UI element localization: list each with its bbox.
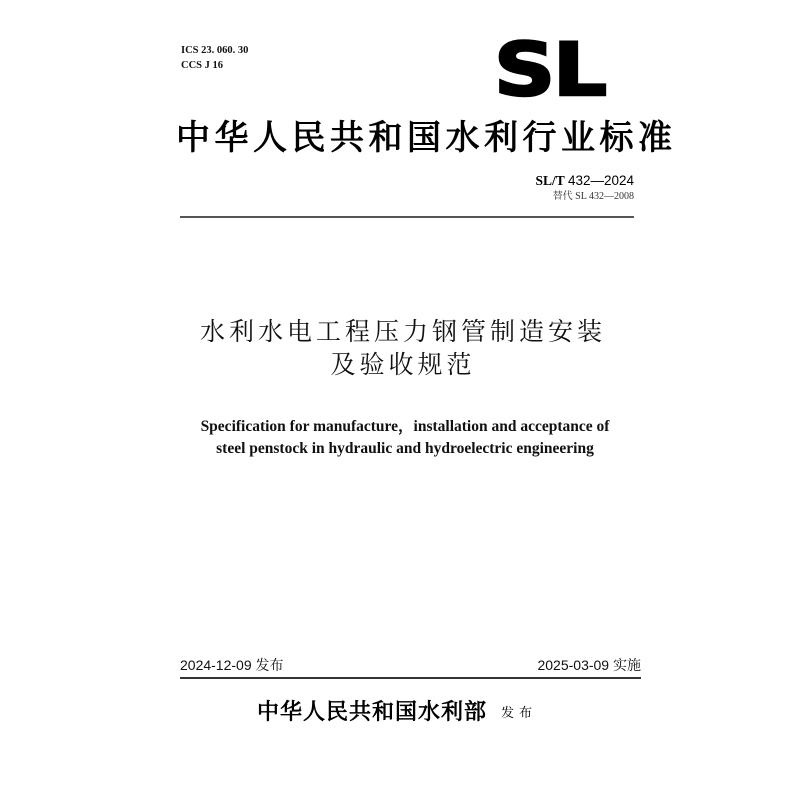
sl-standard-logo-icon: SL xyxy=(494,26,605,113)
issue-date: 2024-12-09 发布 xyxy=(180,657,284,673)
dates-row xyxy=(180,656,641,674)
standard-number-block xyxy=(536,172,634,204)
ics-code: ICS 23. 060. 30 xyxy=(181,45,249,56)
standard-code-prefix: SL/T xyxy=(535,173,568,188)
standard-code xyxy=(536,172,634,189)
chinese-title-line-2: 及验收规范 xyxy=(330,350,476,379)
issuing-body-title: 中华人民共和国水利行业标准 xyxy=(176,118,677,158)
publisher-organization: 中华人民共和国水利部 xyxy=(257,699,488,725)
english-title-line-1: Specification for manufacture，installation and acceptance of xyxy=(200,418,610,435)
chinese-title-line-1: 水利水电工程压力钢管制造安装 xyxy=(199,317,606,346)
publisher-line xyxy=(257,697,537,727)
chinese-title xyxy=(0,315,800,381)
bottom-divider xyxy=(180,677,641,679)
implementation-date: 2025-03-09 实施 xyxy=(537,657,641,673)
publish-action: 发布 xyxy=(501,706,538,721)
classification-codes xyxy=(181,43,248,73)
top-divider xyxy=(180,216,634,218)
ccs-code: CCS J 16 xyxy=(181,60,224,71)
english-title xyxy=(0,416,800,460)
replaces-standard: 替代 SL 432—2008 xyxy=(552,191,634,202)
standard-code-number: 432—2024 xyxy=(567,173,634,188)
english-title-line-2: steel penstock in hydraulic and hydroelectric engineering xyxy=(216,440,594,457)
